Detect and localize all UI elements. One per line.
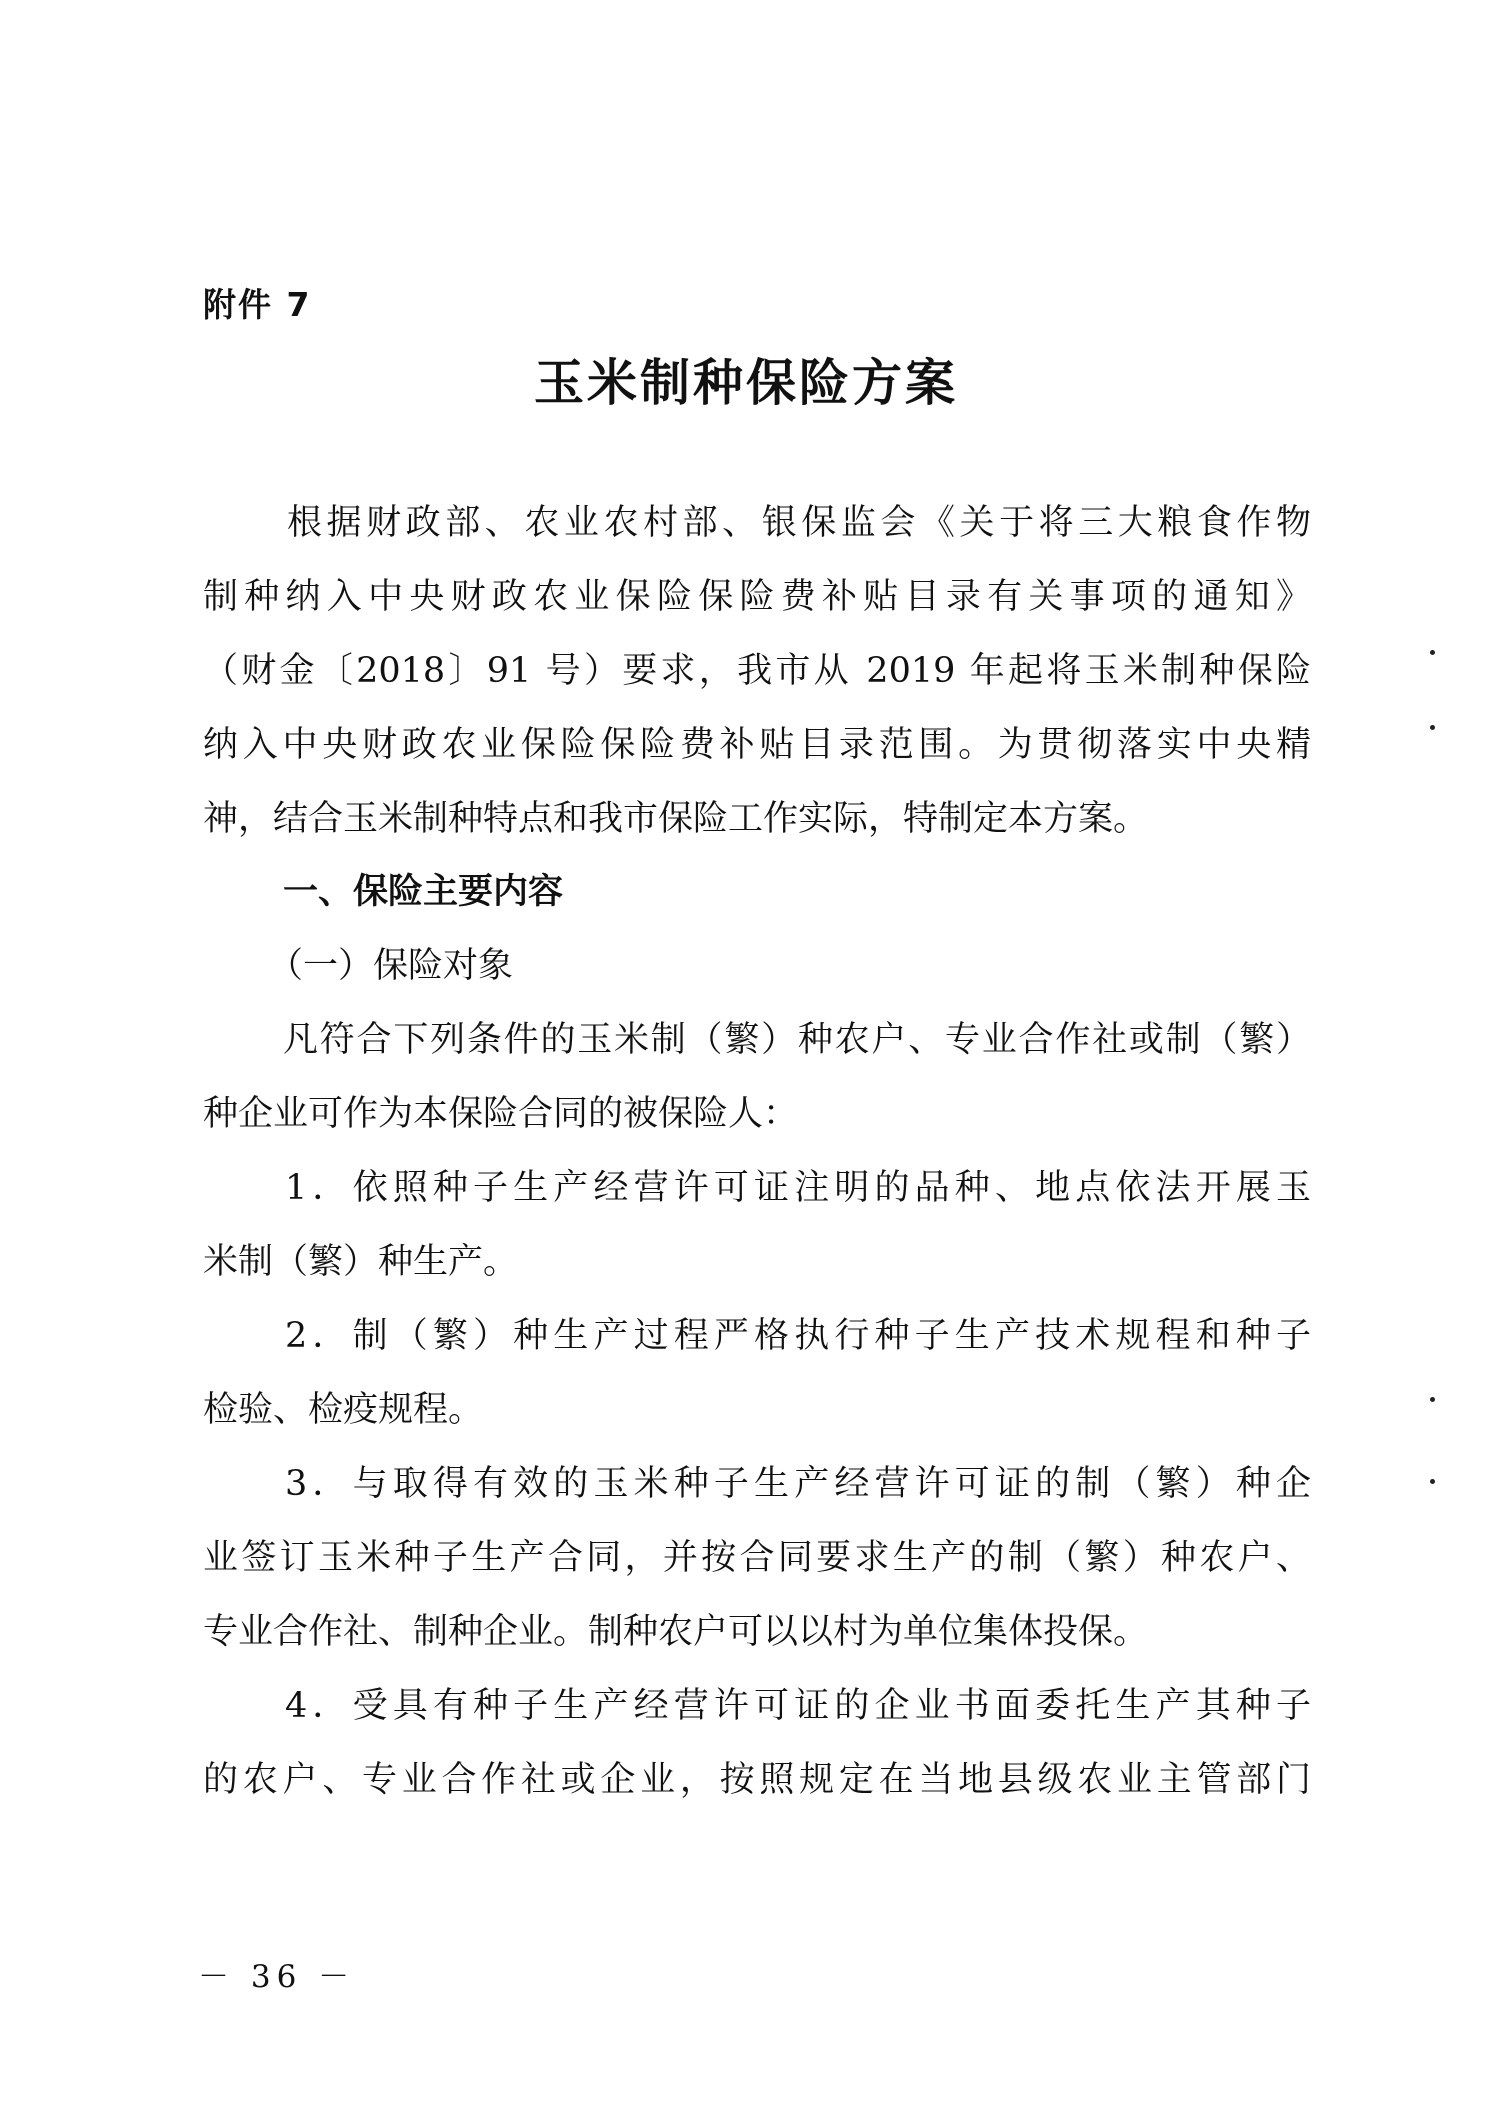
page-number: － 36 －	[198, 1959, 356, 1995]
paragraph-line: 凡符合下列条件的玉米制（繁）种农户、专业合作社或制（繁）	[283, 1020, 1311, 1060]
paragraph-line: 神，结合玉米制种特点和我市保险工作实际，特制定本方案。	[203, 799, 1149, 839]
list-item-line: 检验、检疫规程。	[203, 1390, 484, 1430]
subsection-heading: （一）保险对象	[268, 946, 514, 986]
scan-speck	[1430, 1479, 1435, 1484]
scan-speck	[1430, 725, 1435, 730]
list-item-line: 1．依照种子生产经营许可证注明的品种、地点依法开展玉	[285, 1168, 1311, 1208]
attachment-label: 附件 7	[203, 285, 312, 324]
scan-speck	[1430, 650, 1435, 655]
list-item-line: 专业合作社、制种企业。制种农户可以以村为单位集体投保。	[203, 1612, 1149, 1652]
list-item-line: 2．制（繁）种生产过程严格执行种子生产技术规程和种子	[285, 1316, 1311, 1356]
document-title: 玉米制种保险方案	[534, 354, 958, 412]
paragraph-line: 根据财政部、农业农村部、银保监会《关于将三大粮食作物	[287, 503, 1311, 543]
paragraph-line: 制种纳入中央财政农业保险保险费补贴目录有关事项的通知》	[203, 577, 1311, 617]
paragraph-line: （财金〔2018〕91 号）要求，我市从 2019 年起将玉米制种保险	[203, 651, 1311, 691]
paragraph-line: 纳入中央财政农业保险保险费补贴目录范围。为贯彻落实中央精	[203, 725, 1311, 765]
list-item-line: 4．受具有种子生产经营许可证的企业书面委托生产其种子	[285, 1686, 1311, 1726]
paragraph-line: 种企业可作为本保险合同的被保险人：	[203, 1094, 799, 1134]
list-item-line: 3．与取得有效的玉米种子生产经营许可证的制（繁）种企	[285, 1464, 1311, 1504]
list-item-line: 的农户、专业合作社或企业，按照规定在当地县级农业主管部门	[203, 1760, 1311, 1800]
scan-speck	[1430, 1397, 1435, 1402]
list-item-line: 业签订玉米种子生产合同，并按合同要求生产的制（繁）种农户、	[203, 1538, 1311, 1578]
list-item-line: 米制（繁）种生产。	[203, 1242, 519, 1282]
section-heading: 一、保险主要内容	[283, 872, 564, 912]
